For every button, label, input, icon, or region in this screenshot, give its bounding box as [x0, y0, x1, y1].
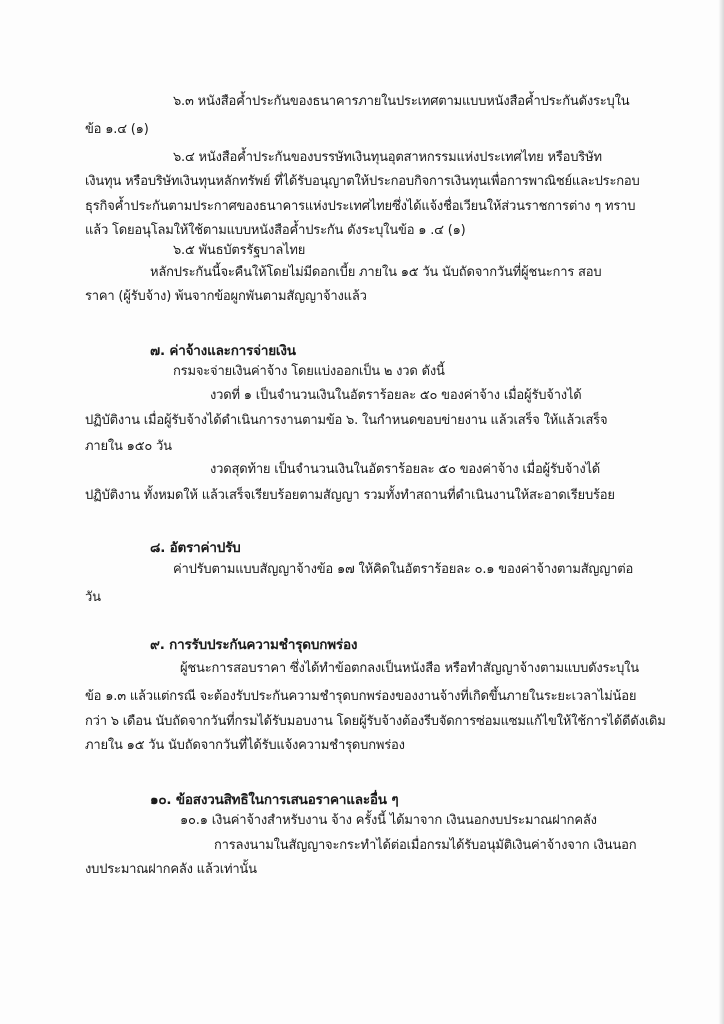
warranty-text-cont-2: กว่า ๖ เดือน นับถัดจากวันที่กรมได้รับมอบงาน โดยผู้รับจ้างต้องรีบจัดการซ่อมแซมแก้ไขให้ใช้การได้ดีดังเดิม	[85, 714, 666, 729]
warranty-text-cont-3: ภายใน ๑๕ วัน นับถัดจากวันที่ได้รับแจ้งความชำรุดบกพร่อง	[85, 738, 405, 753]
clause-6-3-text: ๖.๓ หนังสือค้ำประกันของธนาคารภายในประเทศตามแบบหนังสือค้ำประกันดังระบุใน	[173, 94, 630, 109]
installment-1-text-cont-2: ภายใน ๑๕๐ วัน	[85, 439, 172, 454]
clause-10-1-text-cont-2: งบประมาณฝากคลัง แล้วเท่านั้น	[85, 862, 257, 877]
clause-6-3-text-cont: ข้อ ๑.๔ (๑)	[85, 122, 149, 137]
payment-intro-text: กรมจะจ่ายเงินค่าจ้าง โดยแบ่งออกเป็น ๒ งวด ดังนี้	[173, 364, 445, 379]
clause-6-4-text-cont-1: เงินทุน หรือบริษัทเงินทุนหลักทรัพย์ ที่ได้รับอนุญาตให้ประกอบกิจการเงินทุนเพื่อการพาณิชย์และประกอบ	[85, 174, 640, 189]
warranty-text: ผู้ชนะการสอบราคา ซึ่งได้ทำข้อตกลงเป็นหนังสือ หรือทำสัญญาจ้างตามแบบดังระบุใน	[180, 661, 639, 676]
clause-6-4-text-cont-3: แล้ว โดยอนุโลมให้ใช้ตามแบบหนังสือค้ำประกัน ดังระบุในข้อ ๑ .๔ (๑)	[85, 223, 466, 238]
installment-final-text: งวดสุดท้าย เป็นจำนวนเงินในอัตราร้อยละ ๕๐ ของค่าจ้าง เมื่อผู้รับจ้างได้	[210, 462, 601, 477]
section-7-heading: ๗. ค่าจ้างและการจ่ายเงิน	[150, 343, 296, 359]
installment-1-text: งวดที่ ๑ เป็นจำนวนเงินในอัตราร้อยละ ๕๐ ของค่าจ้าง เมื่อผู้รับจ้างได้	[210, 388, 582, 403]
installment-1-text-cont: ปฏิบัติงาน เมื่อผู้รับจ้างได้ดำเนินการงานตามข้อ ๖. ในกำหนดขอบข่ายงาน แล้วเสร็จ ให้แล้วเสร็จ	[85, 413, 608, 428]
clause-6-4-text-cont-2: ธุรกิจค้ำประกันตามประกาศของธนาคารแห่งประเทศไทยซึ่งได้แจ้งชื่อเวียนให้ส่วนราชการต่าง ๆ ทราบ	[85, 199, 636, 214]
guarantee-return-text-cont: ราคา (ผู้รับจ้าง) พ้นจากข้อผูกพันตามสัญญาจ้างแล้ว	[85, 289, 367, 304]
scan-edge-shadow	[718, 0, 724, 1024]
guarantee-return-text: หลักประกันนี้จะคืนให้โดยไม่มีดอกเบี้ย ภายใน ๑๕ วัน นับถัดจากวันที่ผู้ชนะการ สอบ	[150, 265, 602, 280]
penalty-rate-text-cont: วัน	[85, 590, 101, 605]
installment-final-text-cont: ปฏิบัติงาน ทั้งหมดให้ แล้วเสร็จเรียบร้อยตามสัญญา รวมทั้งทำสถานที่ดำเนินงานให้สะอาดเรียบร้อย	[85, 488, 615, 503]
section-8-heading: ๘. อัตราค่าปรับ	[150, 540, 241, 556]
penalty-rate-text: ค่าปรับตามแบบสัญญาจ้างข้อ ๑๗ ให้คิดในอัตราร้อยละ ๐.๑ ของค่าจ้างตามสัญญาต่อ	[173, 562, 634, 577]
clause-10-1-text: ๑๐.๑ เงินค่าจ้างสำหรับงาน จ้าง ครั้งนี้ ได้มาจาก เงินนอกงบประมาณฝากคลัง	[180, 813, 597, 828]
clause-6-5-text: ๖.๕ พันธบัตรรัฐบาลไทย	[173, 243, 306, 258]
clause-6-4-text: ๖.๔ หนังสือค้ำประกันของบรรษัทเงินทุนอุตสาหกรรมแห่งประเทศไทย หรือบริษัท	[173, 150, 602, 165]
section-9-heading: ๙. การรับประกันความชำรุดบกพร่อง	[150, 637, 358, 653]
clause-10-1-text-cont: การลงนามในสัญญาจะกระทำได้ต่อเมื่อกรมได้รับอนุมัติเงินค่าจ้างจาก เงินนอก	[214, 838, 637, 853]
warranty-text-cont-1: ข้อ ๑.๓ แล้วแต่กรณี จะต้องรับประกันความชำรุดบกพร่องของงานจ้างที่เกิดขึ้นภายในระยะเวลาไม่น้อย	[85, 689, 637, 704]
section-10-heading: ๑๐. ข้อสงวนสิทธิในการเสนอราคาและอื่น ๆ	[150, 792, 399, 808]
